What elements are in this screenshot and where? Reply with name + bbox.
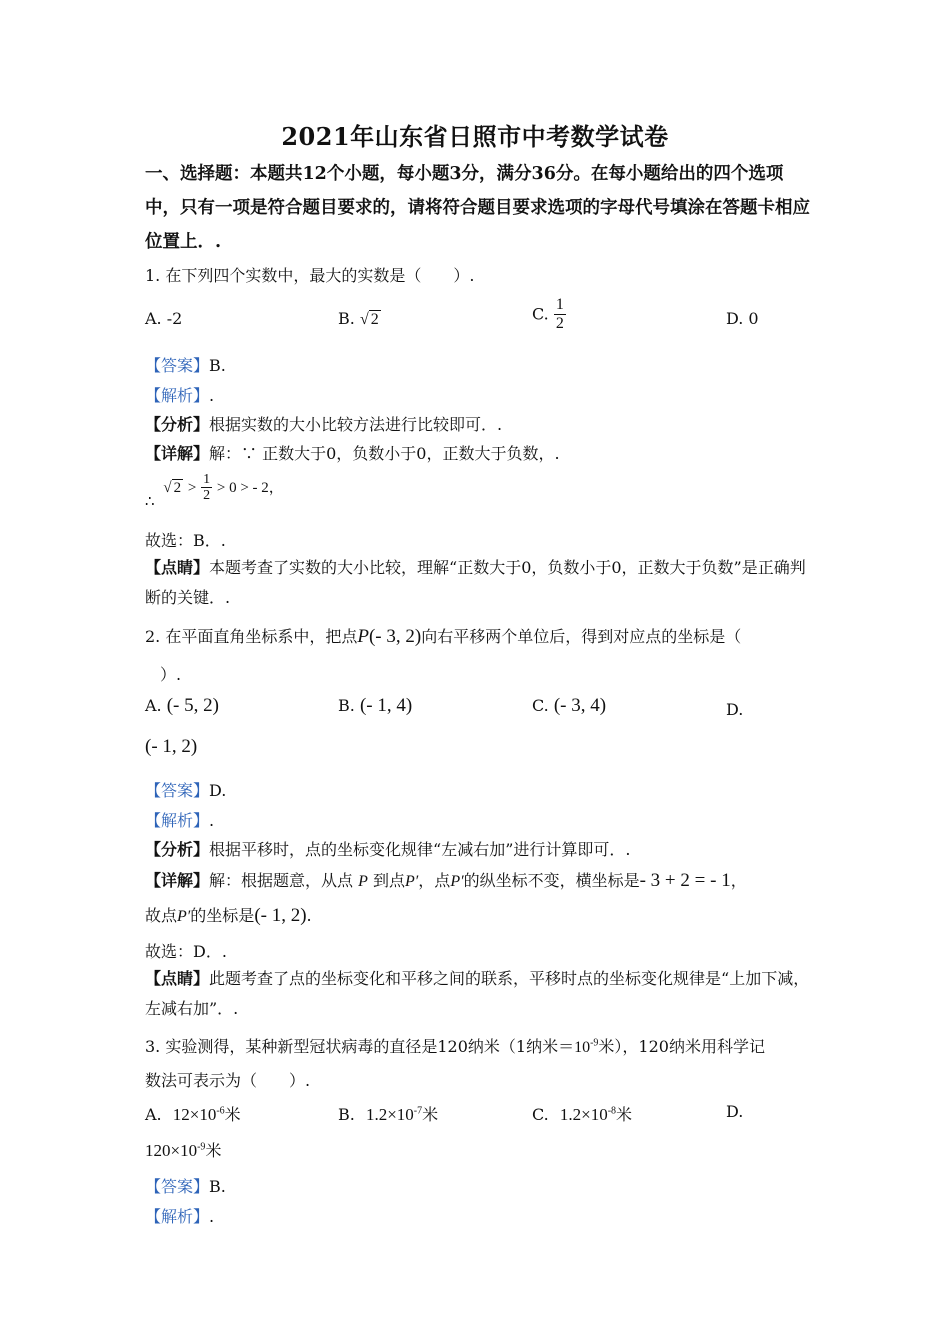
q3-option-c-unit: 米	[616, 1105, 633, 1124]
q3-option-b-base: 1.2×10	[365, 1105, 414, 1124]
q3-option-d-base: 120×10	[145, 1141, 198, 1160]
q2-line2-pprime: P′	[177, 908, 191, 925]
q3-option-a-base: 12×10	[172, 1105, 217, 1124]
q2-line2-part2: 的坐标是	[190, 906, 255, 925]
q2-option-a	[145, 695, 219, 717]
q3-option-a	[145, 1102, 241, 1125]
q1-dianjing-text: 本题考查了实数的大小比较，理解“正数大于0，负数小于0，正数大于负数”是正确判断的关键．.	[145, 558, 806, 607]
q3-option-b-exp: -7	[413, 1105, 423, 1117]
q2-option-d-coord: (- 1, 2)	[145, 736, 198, 757]
q1-ineq-fraction	[201, 472, 212, 504]
q2-stem	[145, 624, 741, 648]
q3-stem	[145, 1034, 765, 1057]
q3-answer-tag: 【答案】	[145, 1177, 210, 1196]
q2-dianjing-text: 此题考查了点的坐标变化和平移之间的联系，平移时点的坐标变化规律是“上加下减，左减右加”．.	[145, 969, 810, 1018]
q2-option-a-value: (- 5, 2)	[166, 695, 219, 716]
q3-stem-exp: -9	[590, 1037, 599, 1049]
q1-option-b-label: B.	[338, 309, 355, 328]
q3-option-a-exp: -6	[216, 1105, 225, 1117]
q2-point-pprime: P′	[405, 873, 419, 890]
q1-ineq-num: 1	[203, 472, 211, 487]
q2-option-a-label: A.	[145, 696, 162, 715]
q3-option-c-label: C.	[532, 1105, 549, 1124]
q1-ineq-sqrt: √ 2	[163, 479, 182, 496]
q3-option-d-label: D.	[726, 1102, 744, 1121]
q2-fenxi-tag: 【分析】	[145, 840, 210, 859]
q2-option-b-label: B.	[338, 696, 355, 715]
q2-xiangjie-part5: ，	[730, 871, 747, 890]
section-heading: 一、选择题：本题共12个小题，每小题3分，满分36分。在每小题给出的四个选项中，只有一项是符合题目要求的，请将符合题目要求选项的字母代号填涂在答题卡相应位置上．.	[145, 164, 810, 252]
q3-option-d-unit: 米	[205, 1141, 222, 1160]
q1-option-b	[338, 309, 381, 329]
q1-stem: 1. 在下列四个实数中，最大的实数是（ ）.	[145, 266, 475, 285]
q1-option-a: A. -2	[145, 309, 183, 328]
q2-xiangjie	[145, 868, 747, 892]
q3-option-c-base: 1.2×10	[559, 1105, 608, 1124]
q2-fenxi	[145, 837, 630, 860]
q1-ineq-rest: > 0 > - 2	[216, 479, 269, 496]
q2-option-c	[532, 695, 606, 717]
q3-analysis-text: .	[209, 1207, 215, 1226]
q2-stem-part1: 2. 在平面直角坐标系中，把点	[145, 627, 358, 646]
page-title: 2021年山东省日照市中考数学试卷	[281, 122, 669, 151]
q2-answer-tag: 【答案】	[145, 781, 210, 800]
q2-option-d-value	[145, 736, 197, 758]
q3-analysis-tag: 【解析】	[145, 1207, 210, 1226]
q2-xiangjie-part2: 到点	[373, 871, 406, 890]
q3-option-d-exp: -9	[197, 1141, 206, 1153]
q1-option-c-den: 2	[555, 314, 564, 332]
q3-option-b	[338, 1102, 438, 1125]
q1-fenxi-tag: 【分析】	[145, 415, 210, 434]
q1-dianjing-tag: 【点睛】	[145, 558, 210, 577]
q1-xiangjie	[145, 441, 560, 464]
q3-stem-part1: 3. 实验测得，某种新型冠状病毒的直径是120纳米（1纳米＝	[145, 1037, 575, 1056]
q1-answer	[145, 353, 226, 376]
q2-line2-part3: .	[306, 906, 312, 925]
q3-option-c-exp: -8	[607, 1105, 617, 1117]
q2-point-pprime-2: P′	[450, 873, 464, 890]
q1-fenxi-text: 根据实数的大小比较方法进行比较即可．.	[209, 415, 503, 434]
q2-xiangjie-part4: 的纵坐标不变，横坐标是	[463, 871, 640, 890]
q2-option-c-label: C.	[532, 696, 549, 715]
q1-option-c-fraction	[554, 296, 566, 332]
q1-xiangjie-text: 解：∵ 正数大于0，负数小于0，正数大于负数，.	[209, 444, 560, 463]
q3-stem-line2: 数法可表示为（ ）.	[145, 1071, 311, 1090]
q2-xiangjie-tag: 【详解】	[145, 871, 210, 890]
q1-option-c-label: C.	[532, 304, 549, 324]
q3-option-a-label: A.	[145, 1105, 162, 1124]
q1-answer-value: B.	[209, 356, 226, 375]
q3-stem-pow: 10	[574, 1039, 591, 1056]
q3-option-b-unit: 米	[422, 1105, 439, 1124]
q2-fenxi-text: 根据平移时，点的坐标变化规律“左减右加”进行计算即可．.	[209, 840, 631, 859]
q2-stem-coord: (- 3, 2)	[368, 626, 422, 647]
q2-option-b-value: (- 1, 4)	[359, 695, 413, 716]
q2-option-c-value: (- 3, 4)	[553, 695, 607, 716]
q2-xiangjie-part1: 解：根据题意，从点	[209, 871, 354, 890]
q1-inequality	[145, 472, 284, 510]
q3-option-c	[532, 1102, 632, 1125]
q2-analysis-tag: 【解析】	[145, 811, 210, 830]
q3-analysis	[145, 1204, 214, 1227]
q1-option-b-radicand: 2	[370, 311, 379, 328]
q1-xiangjie-tag: 【详解】	[145, 444, 210, 463]
q1-analysis	[145, 383, 214, 406]
q2-dianjing	[145, 964, 810, 1024]
q2-xiangjie-line2	[145, 903, 312, 927]
q2-stem-part2: 向右平移两个单位后，得到对应点的坐标是（	[421, 627, 742, 646]
q2-calc: - 3 + 2 = - 1	[639, 870, 731, 891]
q2-line2-coord: (- 1, 2)	[254, 905, 307, 926]
q1-analysis-tag: 【解析】	[145, 386, 210, 405]
q2-stem-end: ）.	[160, 665, 182, 684]
q1-answer-tag: 【答案】	[145, 356, 210, 375]
q1-option-c-num: 1	[555, 296, 564, 313]
q1-ineq-tail: ，	[268, 477, 284, 496]
q2-xiangjie-part3: ，点	[418, 871, 451, 890]
q2-option-b	[338, 695, 412, 717]
q2-stem-point: P	[357, 626, 369, 647]
q2-answer	[145, 778, 226, 801]
q2-point-p: P	[358, 873, 368, 890]
q1-ineq-gt: >	[187, 479, 197, 496]
therefore-symbol: ∴	[145, 491, 155, 510]
q1-dianjing	[145, 553, 810, 613]
q1-option-d: D. 0	[726, 309, 759, 328]
q2-analysis	[145, 808, 214, 831]
q1-choose: 故选：B．.	[145, 531, 226, 550]
q2-choose: 故选：D．.	[145, 942, 227, 961]
q2-line2-part1: 故点	[145, 906, 178, 925]
q1-fenxi	[145, 412, 502, 435]
q2-analysis-text: .	[209, 811, 215, 830]
q2-dianjing-tag: 【点睛】	[145, 969, 210, 988]
q3-answer	[145, 1174, 226, 1197]
q3-option-d	[145, 1138, 221, 1161]
q1-ineq-den: 2	[203, 488, 211, 504]
q2-option-d-label: D.	[726, 700, 744, 719]
q3-answer-value: B.	[209, 1177, 226, 1196]
q1-option-b-sqrt: √ 2	[359, 311, 379, 328]
q1-ineq-radicand: 2	[173, 479, 182, 496]
q2-answer-value: D.	[209, 781, 227, 800]
q3-option-b-label: B.	[338, 1105, 355, 1124]
q1-analysis-text: .	[209, 386, 215, 405]
q3-stem-part2: 米），120纳米用科学记	[598, 1037, 765, 1056]
q1-option-c	[532, 296, 566, 332]
q3-option-a-unit: 米	[224, 1105, 241, 1124]
